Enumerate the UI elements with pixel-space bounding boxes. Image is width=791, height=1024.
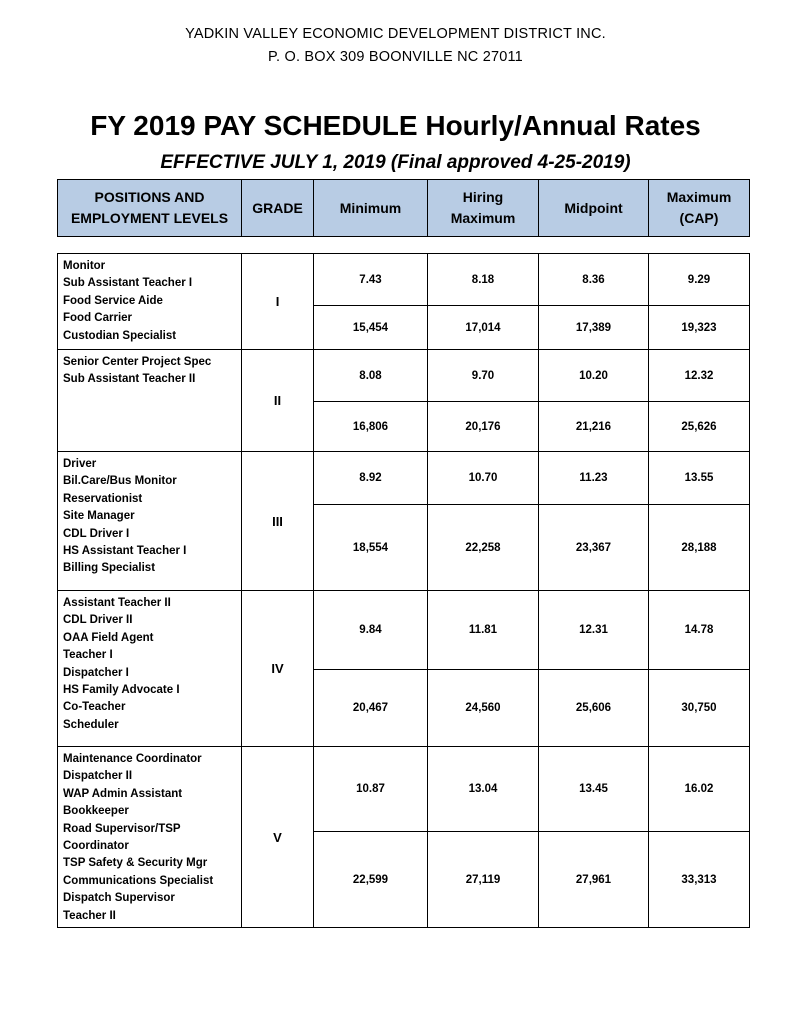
annual-hiring-maximum-cell: 24,560 xyxy=(428,670,539,747)
position-title: Road Supervisor/TSP xyxy=(63,822,181,835)
annual-hiring-maximum-cell: 27,119 xyxy=(428,832,539,928)
col-header-hiring-maximum xyxy=(428,180,539,237)
annual-maximum-cap-cell: 19,323 xyxy=(649,306,750,350)
hourly-midpoint-cell: 10.20 xyxy=(539,350,649,402)
grade-row-hourly xyxy=(58,254,750,306)
col-header-line: POSITIONS AND xyxy=(94,189,205,205)
position-title: Maintenance Coordinator xyxy=(63,753,202,765)
grade-row-hourly xyxy=(58,591,750,670)
position-title: Bookkeeper xyxy=(63,805,129,818)
annual-hiring-maximum-cell: 20,176 xyxy=(428,402,539,452)
position-title: Driver xyxy=(63,458,97,470)
annual-minimum-cell: 15,454 xyxy=(314,306,428,350)
annual-hiring-maximum-cell: 22,258 xyxy=(428,505,539,591)
annual-minimum-cell: 18,554 xyxy=(314,505,428,591)
hourly-maximum-cap-cell: 14.78 xyxy=(649,591,750,670)
organization-address: P. O. BOX 309 BOONVILLE NC 27011 xyxy=(268,49,523,65)
col-header-line: Maximum xyxy=(450,210,516,226)
annual-minimum-cell: 16,806 xyxy=(314,402,428,452)
grade-row-hourly xyxy=(58,452,750,505)
annual-maximum-cap-cell: 25,626 xyxy=(649,402,750,452)
col-header-line: Minimum xyxy=(339,199,402,216)
grade-cell: I xyxy=(242,254,314,350)
hourly-minimum-cell: 8.08 xyxy=(314,350,428,402)
column-header-row xyxy=(58,180,750,237)
position-title: TSP Safety & Security Mgr xyxy=(63,857,208,870)
position-title: Senior Center Project Spec xyxy=(63,356,212,368)
position-title: Sub Assistant Teacher II xyxy=(63,373,196,386)
hourly-minimum-cell: 10.87 xyxy=(314,747,428,832)
hourly-hiring-maximum-cell: 9.70 xyxy=(428,350,539,402)
annual-midpoint-cell: 17,389 xyxy=(539,306,649,350)
annual-minimum-cell: 20,467 xyxy=(314,670,428,747)
position-title: WAP Admin Assistant xyxy=(63,787,183,800)
position-title: Dispatcher I xyxy=(63,666,129,679)
hourly-hiring-maximum-cell: 13.04 xyxy=(428,747,539,832)
grade-row-hourly xyxy=(58,747,750,832)
hourly-minimum-cell: 7.43 xyxy=(314,254,428,306)
position-title: CDL Driver II xyxy=(63,614,133,627)
hourly-minimum-cell: 8.92 xyxy=(314,452,428,505)
position-title: Site Manager xyxy=(63,510,135,523)
hourly-hiring-maximum-cell: 8.18 xyxy=(428,254,539,306)
col-header-midpoint xyxy=(539,180,649,237)
position-title: Custodian Specialist xyxy=(63,329,177,342)
pay-grade-tables xyxy=(57,253,749,928)
hourly-hiring-maximum-cell: 11.81 xyxy=(428,591,539,670)
position-title: Bil.Care/Bus Monitor xyxy=(63,475,177,488)
col-header-line: (CAP) xyxy=(679,210,719,226)
grade-cell: II xyxy=(242,350,314,452)
annual-midpoint-cell: 21,216 xyxy=(539,402,649,452)
col-header-line: Maximum xyxy=(666,189,732,205)
position-title: Food Carrier xyxy=(63,312,133,325)
column-header-table xyxy=(57,179,750,237)
position-title: Communications Specialist xyxy=(63,874,214,887)
col-header-minimum xyxy=(314,180,428,237)
positions-cell xyxy=(58,452,242,591)
grade-cell: III xyxy=(242,452,314,591)
position-title: HS Assistant Teacher I xyxy=(63,545,187,558)
col-header-grade xyxy=(242,180,314,237)
grade-row-hourly xyxy=(58,350,750,402)
organization-name: YADKIN VALLEY ECONOMIC DEVELOPMENT DISTRICT INC. xyxy=(185,26,606,42)
position-title: Assistant Teacher II xyxy=(63,597,171,609)
hourly-midpoint-cell: 8.36 xyxy=(539,254,649,306)
position-title: Monitor xyxy=(63,260,106,272)
hourly-maximum-cap-cell: 9.29 xyxy=(649,254,750,306)
position-title: OAA Field Agent xyxy=(63,631,154,644)
grade-cell: V xyxy=(242,747,314,928)
hourly-maximum-cap-cell: 13.55 xyxy=(649,452,750,505)
position-title: Teacher II xyxy=(63,909,116,922)
annual-hiring-maximum-cell: 17,014 xyxy=(428,306,539,350)
col-header-positions xyxy=(58,180,242,237)
col-header-line: EMPLOYMENT LEVELS xyxy=(70,210,229,226)
annual-maximum-cap-cell: 30,750 xyxy=(649,670,750,747)
col-header-line: Hiring xyxy=(462,189,504,205)
positions-cell xyxy=(58,254,242,350)
hourly-midpoint-cell: 12.31 xyxy=(539,591,649,670)
col-header-maximum-cap xyxy=(649,180,750,237)
hourly-hiring-maximum-cell: 10.70 xyxy=(428,452,539,505)
effective-date-subtitle: EFFECTIVE JULY 1, 2019 (Final approved 4-25-2019) xyxy=(160,152,631,173)
col-header-line: Midpoint xyxy=(564,199,623,216)
positions-cell xyxy=(58,591,242,747)
hourly-midpoint-cell: 11.23 xyxy=(539,452,649,505)
position-title: Co-Teacher xyxy=(63,701,126,714)
pay-schedule-table xyxy=(57,253,750,928)
position-title: Food Service Aide xyxy=(63,294,163,307)
position-title: Teacher I xyxy=(63,649,113,662)
position-title: Reservationist xyxy=(63,492,143,505)
annual-midpoint-cell: 23,367 xyxy=(539,505,649,591)
hourly-midpoint-cell: 13.45 xyxy=(539,747,649,832)
grade-cell: IV xyxy=(242,591,314,747)
position-title: Dispatch Supervisor xyxy=(63,892,175,905)
annual-maximum-cap-cell: 33,313 xyxy=(649,832,750,928)
annual-midpoint-cell: 27,961 xyxy=(539,832,649,928)
position-title: Coordinator xyxy=(63,840,129,853)
hourly-minimum-cell: 9.84 xyxy=(314,591,428,670)
position-title: Sub Assistant Teacher I xyxy=(63,277,193,290)
annual-minimum-cell: 22,599 xyxy=(314,832,428,928)
position-title: HS Family Advocate I xyxy=(63,684,180,697)
annual-midpoint-cell: 25,606 xyxy=(539,670,649,747)
hourly-maximum-cap-cell: 12.32 xyxy=(649,350,750,402)
position-title: Scheduler xyxy=(63,718,119,731)
positions-cell xyxy=(58,747,242,928)
annual-maximum-cap-cell: 28,188 xyxy=(649,505,750,591)
document-title: FY 2019 PAY SCHEDULE Hourly/Annual Rates xyxy=(90,110,701,141)
position-title: Billing Specialist xyxy=(63,562,156,575)
position-title: CDL Driver I xyxy=(63,527,130,540)
positions-cell xyxy=(58,350,242,452)
position-title: Dispatcher II xyxy=(63,770,133,783)
col-header-line: GRADE xyxy=(252,199,303,216)
hourly-maximum-cap-cell: 16.02 xyxy=(649,747,750,832)
